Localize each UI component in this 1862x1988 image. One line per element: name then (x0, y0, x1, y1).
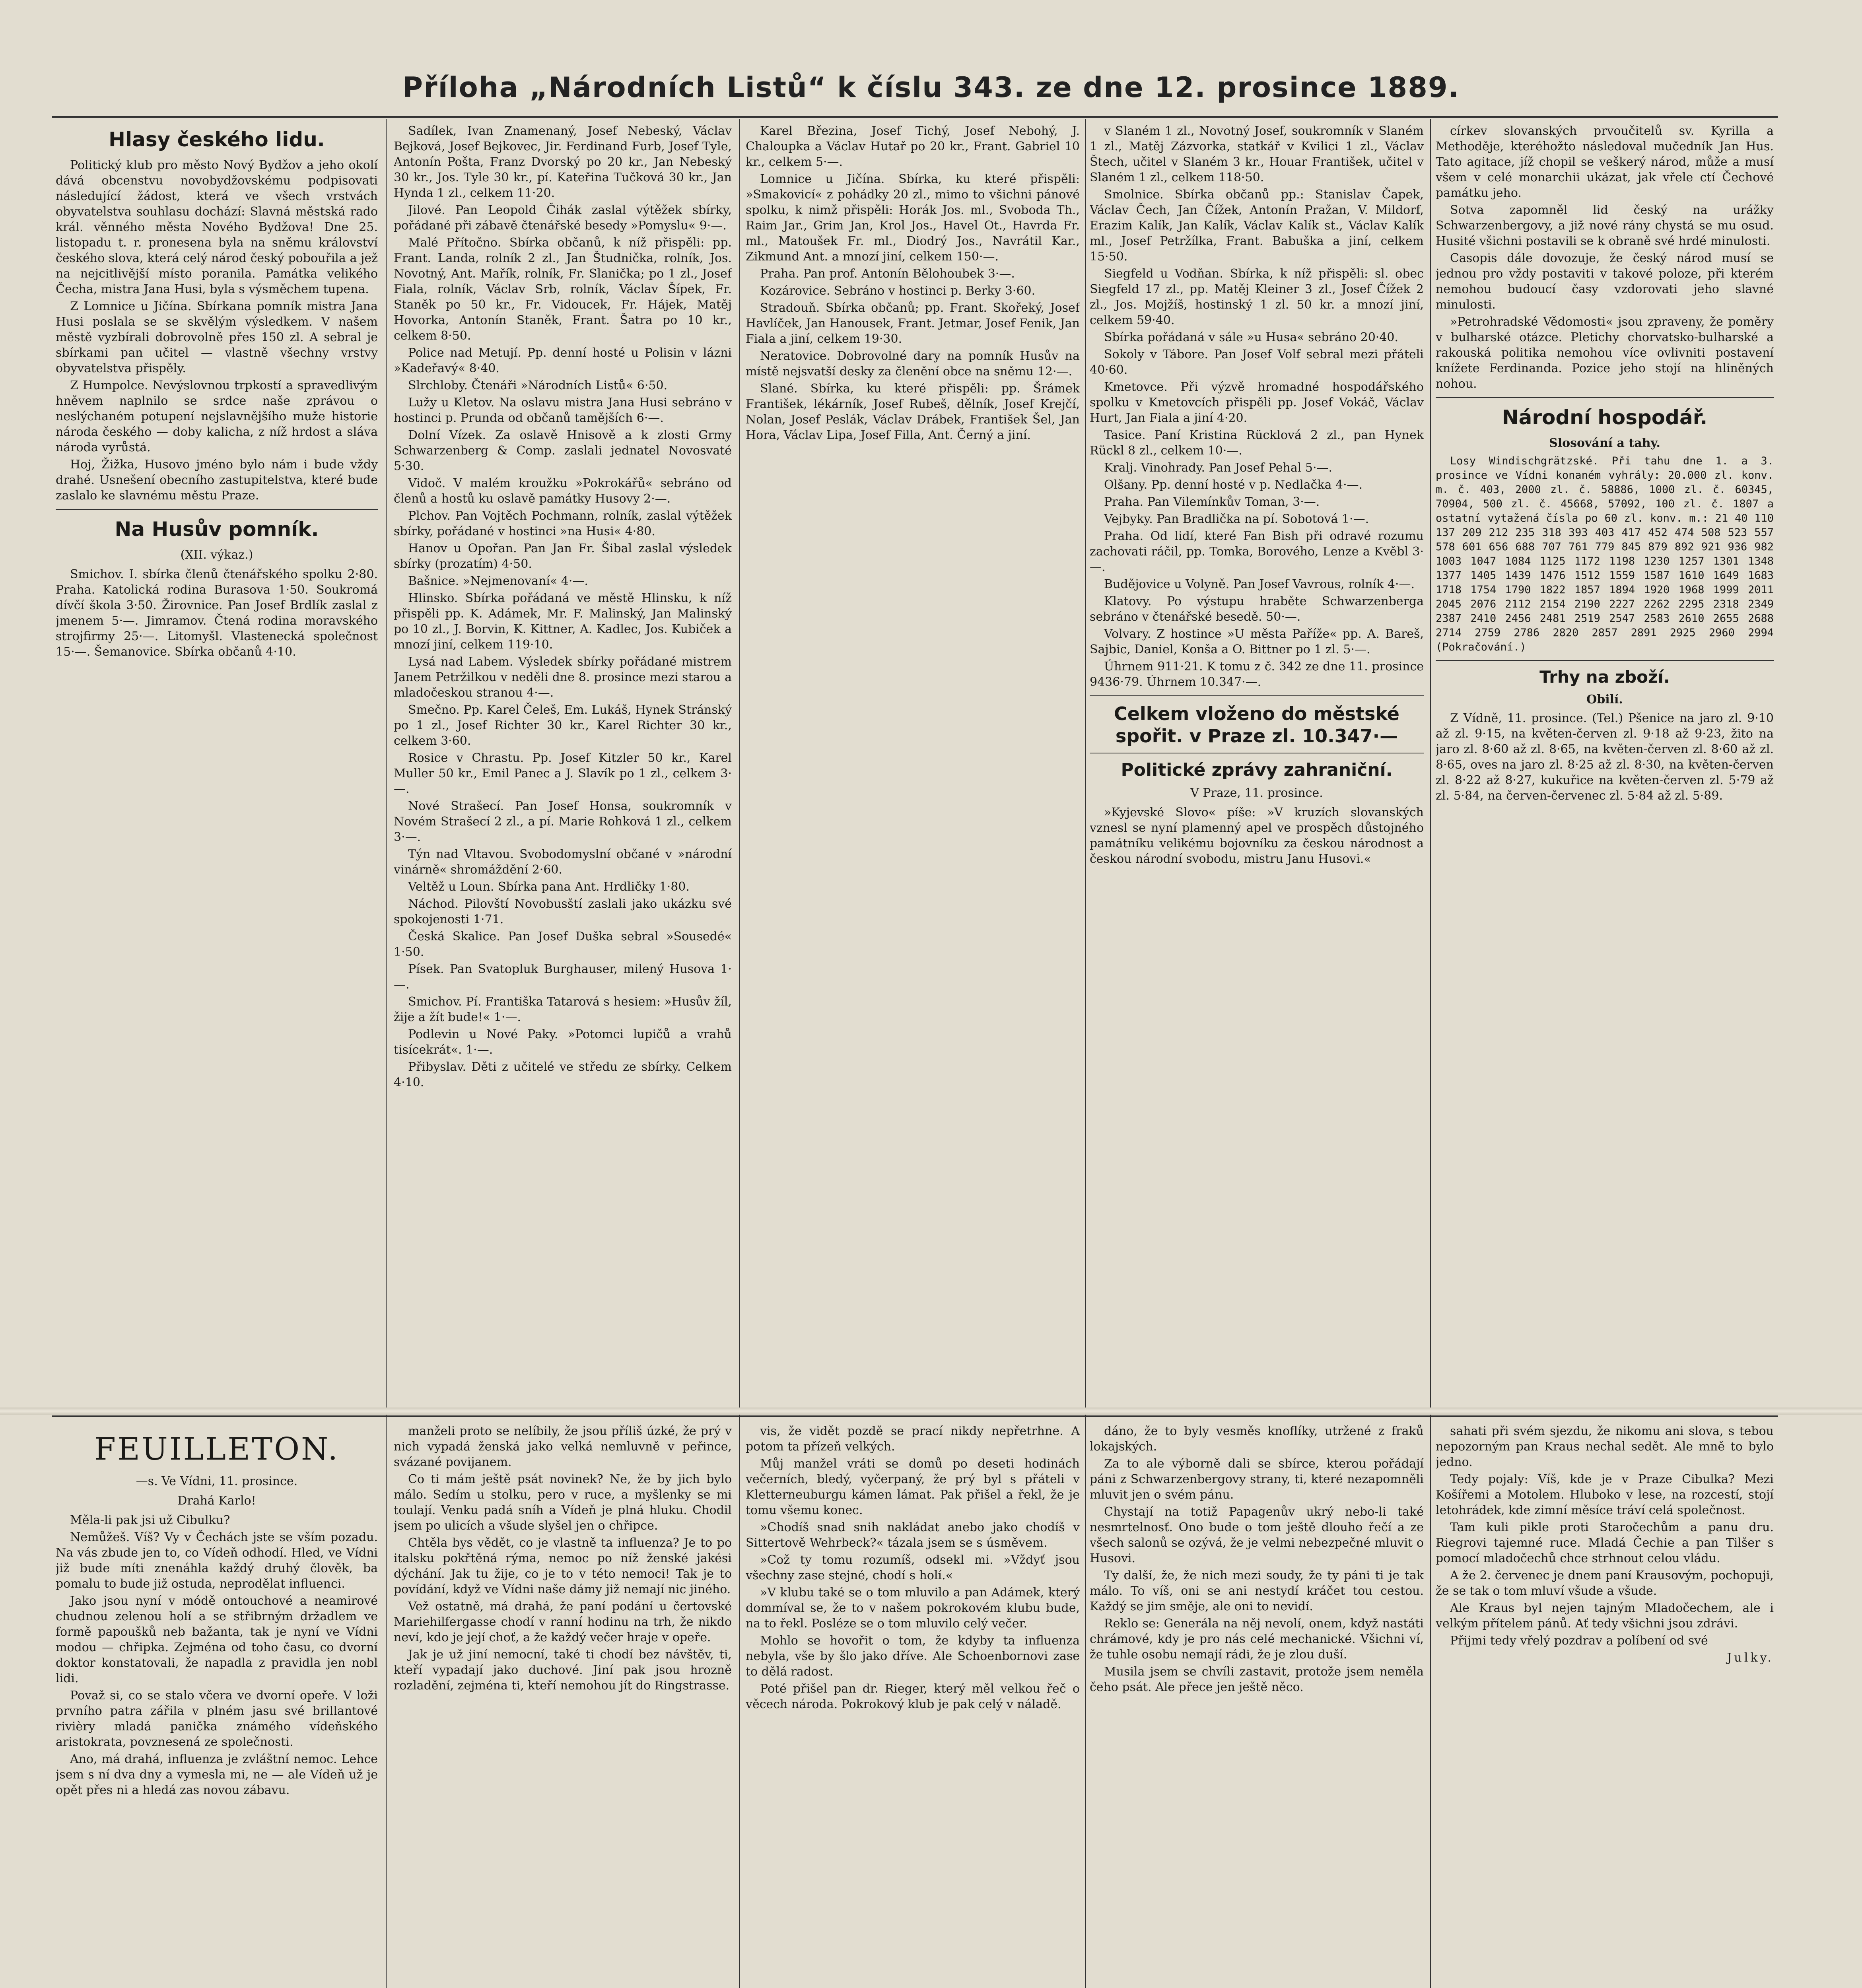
donation-entry: Lužy u Kletov. Na oslavu mistra Jana Husi sebráno v hostinci p. Prunda od občanů tamějších 6·—. (394, 396, 732, 425)
feuilleton-paragraph: Ty další, že, že nich mezi soudy, že ty páni ti je tak málo. To víš, oni se ani nestydí kráčet tou cestou. Každý se jim směje, ale oni to nevidí. (1090, 1569, 1424, 1613)
donation-entry: Vidoč. V malém kroužku »Pokrokářů« sebráno od členů a hostů ku oslavě památky Husovy 2·—. (394, 476, 732, 506)
feuilleton-paragraph: Mohlo se hovořit o tom, že kdyby ta influenza nebyla, vše by šlo jako dříve. Ale Schoenbornovi zase to dělá radost. (746, 1634, 1080, 1679)
feuilleton-dateline: —s. Ve Vídni, 11. prosince. (136, 1474, 298, 1488)
feuilleton-paragraph: Chystají na totiž Papagenův ukrý nebo-li také nesmrtelnosť. Ono bude o tom ještě dlouho řečí a ze všech salonů se ozývá, že je velmi nebezpečné mluvit o Husovi. (1090, 1505, 1424, 1565)
donation-entry: Sokoly v Tábore. Pan Josef Volf sebral mezi přáteli 40·60. (1090, 348, 1424, 377)
article-paragraph: Politický klub pro město Nový Bydžov a jeho okolí dává obcenstvu novobydžovskému podpisovati následující žádost, která ve všech vrstvách obyvatelstva souhlasu dochází: Slavná městská rado král. věnného města Nového Bydžova! Dne 25. listopadu t. r. pronesena byla na sněmu království českého slova, která celý národ český pobouřila a jež na nejcitlivější místo poranila. Památka velikého Čecha, mistra Jana Husi, byla s výsměchem tupena. (56, 158, 378, 296)
donation-entry: Stradouň. Sbírka občanů; pp. Frant. Skořeký, Josef Havlíček, Jan Hanousek, Frant. Jetmar, Josef Fenik, Jan Fiala a jiní, celkem 19·30. (746, 301, 1080, 346)
feuilleton-column-1 (56, 1423, 378, 1988)
feuilleton-paragraph: Měla-li pak jsi už Cibulku? (70, 1513, 230, 1527)
feuilleton-paragraph: Musila jsem se chvíli zastavit, protože jsem neměla čeho psát. Ale přece jen ještě něco. (1090, 1665, 1424, 1694)
donation-entry: Rosice v Chrastu. Pp. Josef Kitzler 50 kr., Karel Muller 50 kr., Emil Panec a J. Slavík po 1 zl., celkem 3·—. (394, 751, 732, 796)
feuilleton-paragraph: Ale Kraus byl nejen tajným Mladočechem, ale i velkým přítelem pánů. Ať tedy všichni jsou zdrávi. (1436, 1601, 1774, 1631)
donation-entry: Kralj. Vinohrady. Pan Josef Pehal 5·—. (1104, 461, 1333, 475)
section-title-hlasy: Hlasy českého lidu. (109, 128, 325, 151)
section-separator (56, 509, 378, 510)
donation-entry: Siegfeld u Vodňan. Sbírka, k níž přispěli: sl. obec Siegfeld 17 zl., pp. Matěj Kleiner 3 zl., Josef Čížek 2 zl., Jos. Mojžíš, hostinský 1 zl. 50 kr. a mnozí jiní, celkem 59·40. (1090, 267, 1424, 327)
feuilleton-title: FEUILLETON. (94, 1431, 340, 1467)
donation-entry: Hanov u Opořan. Pan Jan Fr. Šibal zaslal výsledek sbírky (prozatím) 4·50. (394, 542, 732, 571)
column-3 (746, 123, 1080, 1411)
feuilleton-paragraph: Co ti mám ještě psát novinek? Ne, že by jich bylo málo. Sedím u stolku, pero v ruce, a myšlenky se mi toulají. Venku padá sníh a Vídeň je plná hluku. Chodil jsem po ulicích a všude slyšel jen o chřipce. (394, 1472, 732, 1533)
feuilleton-paragraph: dáno, že to byly vesměs knoflíky, utržené z fraků lokajských. (1090, 1424, 1424, 1454)
donation-entry: Podlevin u Nové Paky. »Potomci lupičů a vrahů tisícekrát«. 1·—. (394, 1027, 732, 1057)
donation-entry: Police nad Metují. Pp. denní hosté u Polisin v lázni »Kadeřavý« 8·40. (394, 346, 732, 375)
section-separator (1090, 695, 1424, 696)
donation-entry: Neratovice. Dobrovolné dary na pomník Husův na místě nejsvatší desky za členění obce na sněmu 12·—. (746, 349, 1080, 379)
feuilleton-paragraph: Reklo se: Generála na něj nevolí, onem, když nastáti chrámové, kdy je pro nás celé mechanické. Všichni ví, že tuhle osobu nemají rádi, že je zlou duší. (1090, 1617, 1424, 1662)
feuilleton-signature: Julky. (1727, 1651, 1774, 1665)
feuilleton-paragraph: sahati při svém sjezdu, že nikomu ani slova, s tebou nepozorným pan Kraus nechal sedět. Ale mně to bylo jedno. (1436, 1424, 1774, 1469)
article-paragraph: Sotva zapomněl lid český na urážky Schwarzenbergovy, a již nové rány chystá se mu osud. Husité všichni postavili se k obraně své hrdé minulosti. (1436, 203, 1774, 248)
donation-entry: Nové Strašecí. Pan Josef Honsa, soukromník v Novém Strašecí 2 zl., a pí. Marie Rohková 1 zl., celkem 3·—. (394, 799, 732, 844)
lottery-numbers: Losy Windischgrätzské. Při tahu dne 1. a 3. prosince ve Vídni konaném vyhrály: 20.000 zl. konv. m. č. 403, 2000 zl. č. 58886, 1000 zl. č. 60345, 70904, 500 zl. č. 45668, 57092, 100 zl. č. 1807 a ostatní vytažená čísla po 60 zl. konv. m.: 21 40 110 137 209 212 235 318 393 403 417 452 474 508 523 557 578 601 656 688 707 761 779 845 879 892 921 936 982 1003 1047 1084 1125 1172 1198 1230 1257 1301 1348 1377 1405 1439 1476 1512 1559 1587 1610 1649 1683 1718 1754 1790 1822 1857 1894 1920 1968 1999 2011 2045 2076 2112 2154 2190 2227 2262 2295 2318 2349 2387 2410 2456 2481 2519 2547 2583 2610 2655 2688 2714 2759 2786 2820 2857 2891 2925 2960 2994 (Pokračování.) (1436, 455, 1774, 653)
section-separator (1436, 397, 1774, 398)
donation-entry: Tasice. Paní Kristina Rücklová 2 zl., pan Hynek Rückl 8 zl., celkem 10·—. (1090, 428, 1424, 458)
feuilleton-column-5 (1436, 1423, 1774, 1988)
section-subtitle: Obilí. (1586, 693, 1623, 707)
section-title-politics: Politické zprávy zahraniční. (1121, 760, 1393, 780)
donation-entry: Týn nad Vltavou. Svobodomyslní občané v »národní vinárně« shromáždění 2·60. (394, 847, 732, 877)
total-callout: Celkem vloženo do městské spořit. v Praze zl. 10.347·— (1114, 703, 1399, 747)
donation-entry: Česká Skalice. Pan Josef Duška sebral »Sousedé« 1·50. (394, 930, 732, 959)
page-header (0, 60, 1862, 115)
section-title-market: Trhy na zboží. (1539, 667, 1670, 687)
donation-entry: Smichov. Pí. Františka Tatarová s hesiem: »Husův žíl, žije a žít bude!« 1·—. (394, 995, 732, 1024)
donation-entry: Sadílek, Ivan Znamenaný, Josef Nebeský, Václav Bejková, Josef Bejkovec, Jir. Ferdinand Furb, Josef Tyle, Antonín Pošta, Franz Dvorský po 20 kr., Jan Nebeský 30 kr., Jos. Tyle 30 kr., pí. Kateřina Tučková 30 kr., Jan Hynda 1 zl., celkem 11·20. (394, 124, 732, 200)
donation-entry: Náchod. Pilovští Novobusští zaslali jako ukázku své spokojenosti 1·71. (394, 897, 732, 926)
donation-entry: v Slaném 1 zl., Novotný Josef, soukromník v Slaném 1 zl., Matěj Zázvorka, statkář v Kvilici 1 zl., Václav Štech, učitel v Slaném 3 kr., Houar František, učitel v Slaném 1 zl., celkem 118·50. (1090, 124, 1424, 184)
donation-entry: Praha. Pan prof. Antonín Bělohoubek 3·—. (760, 267, 1015, 281)
column-4 (1090, 123, 1424, 1411)
donation-entry: Plchov. Pan Vojtěch Pochmann, rolník, zaslal výtěžek sbírky, pořádané v hostinci »na Husi« 4·80. (394, 509, 732, 538)
feuilleton-greeting: Drahá Karlo! (177, 1494, 256, 1508)
feuilleton-paragraph: A že 2. červenec je dnem paní Krausovým, pochopuji, že se tak o tom mluví všude a všude. (1436, 1569, 1774, 1598)
column-5 (1436, 123, 1774, 1411)
column-rule (739, 119, 740, 1988)
section-subtitle: Slosování a tahy. (1549, 436, 1660, 450)
article-paragraph: Z Humpolce. Nevýslovnou trpkostí a spravedlivým hněvem naplnilo se srdce naše zprávou o neslýchaném potupení nejslavnějšího muže historie národa českého — doby kalicha, z níž hrdost a sláva národa vyrůstá. (56, 379, 378, 454)
donation-entry: Olšany. Pp. denní hosté v p. Nedlačka 4·—. (1104, 478, 1363, 492)
donation-list: Smichov. I. sbírka členů čtenářského spolku 2·80. Praha. Katolická rodina Burasova 1·50. Soukromá dívčí škola 3·50. Žirovnice. Pan Josef Brdlík zaslal z jmenem 5·—. Jimramov. Čtená rodina moravského strojfirmy 25·—. Litomyšl. Vlastenecká společnost 15·—. Šemanovice. Sbírka občanů 4·10. (56, 567, 378, 659)
feuilleton-column-2 (394, 1423, 732, 1988)
donation-total: Úhrnem 911·21. K tomu z č. 342 ze dne 11. prosince 9436·79. Úhrnem 10.347·—. (1090, 660, 1424, 689)
donation-entry: Dolní Vízek. Za oslavě Hnisově a k zlosti Grmy Schwarzenberg & Comp. zaslali jednatel Novosvaté 5·30. (394, 428, 732, 473)
feuilleton-paragraph: Poté přišel pan dr. Rieger, který měl velkou řeč o věcech národa. Pokrokový klub je pak celý v náladě. (746, 1682, 1080, 1711)
section-title-pomnik: Na Husův pomník. (115, 518, 319, 541)
politics-dateline: V Praze, 11. prosince. (1190, 786, 1323, 800)
article-paragraph: církev slovanských prvoučitelů sv. Kyrilla a Methoděje, kteréhožto následoval mučedník Jan Hus. Tato agitace, jíž chopil se veškerý národ, může a musí všem v celé monarchii ukázat, jak vřele ctí Čechové památku jeho. (1436, 124, 1774, 200)
column-rule (1085, 119, 1086, 1988)
feuilleton-paragraph: Za to ale výborně dali se sbírce, kterou pořádají páni z Schwarzenbergovy strany, ti, které nezapomněli mluvit jen o svém pánu. (1090, 1457, 1424, 1502)
feuilleton-paragraph: »Což ty tomu rozumíš, odsekl mi. »Vždyť jsou všechny zase stejné, chodí s holí.« (746, 1553, 1080, 1582)
donation-entry: Malé Přítočno. Sbírka občanů, k níž přispěli: pp. Frant. Landa, rolník 2 zl., Jan Študnička, rolník, Jos. Novotný, Ant. Mařík, rolník, Fr. Slanička; po 1 zl., Josef Fiala, rolník, Václav Srb, rolník, Václav Šípek, Fr. Staněk po 50 kr., Fr. Vidoucek, Fr. Hájek, Matěj Hovorka, Antonín Staněk, Frant. Šatra po 10 kr., celkem 8·50. (394, 236, 732, 343)
donation-entry: Smolnice. Sbírka občanů pp.: Stanislav Čapek, Václav Čech, Jan Čížek, Antonín Pražan, V. Mildorf, Erazim Kalík, Jan Kalík, Václav Kalík st., Václav Kalík ml., Josef Petržílka, Frant. Babuška a jiní, celkem 15·50. (1090, 188, 1424, 264)
feuilleton-paragraph: Tam kuli pikle proti Staročechům a panu dru. Riegrovi tajemné ruce. Mladá Čechie a pan Tilšer s pomocí mladočechů chce strhnout celou vládu. (1436, 1520, 1774, 1565)
donation-entry: Písek. Pan Svatopluk Burghauser, milený Husova 1·—. (394, 962, 732, 992)
feuilleton-column-4 (1090, 1423, 1424, 1988)
column-2 (394, 123, 732, 1411)
feuilleton-paragraph: »V klubu také se o tom mluvilo a pan Adámek, který dommíval se, že to v našem pokrokovém klubu bude, na to řekl. Posléze se o tom mluvilo celý večer. (746, 1586, 1080, 1631)
section-separator (1436, 660, 1774, 661)
feuilleton-paragraph: Chtěla bys vědět, co je vlastně ta influenza? Je to po italsku pokřtěná rýma, nemoc po níž ženské jakési dýchání. Jak tu žije, co je to v této nemoci! Tak je to povídání, když ve Vídni naše dámy již nemají nic jiného. (394, 1536, 732, 1596)
article-paragraph: Casopis dále dovozuje, že český národ musí se jednou pro vždy postaviti v takové poloze, při kterém nemohou budoucí časy vzdorovati jeho slavné minulosti. (1436, 251, 1774, 312)
feuilleton-paragraph: Jako jsou nyní v módě ontouchové a neamirové chudnou zelenou holí a se střibrným držadlem ve formě papoušků neb bažanta, tak je nyní ve Vídni modou — chřipka. Zejména od toho času, co dvorní doktor konstatovali, že napadla z pravidla jen nobl lidi. (56, 1594, 378, 1685)
column-rule (386, 119, 387, 1988)
donation-entry: Veltěž u Loun. Sbírka pana Ant. Hrdličky 1·80. (408, 880, 690, 894)
donation-entry: Vejbyky. Pan Bradlička na pí. Sobotová 1·—. (1104, 512, 1369, 526)
column-rule (1430, 119, 1431, 1988)
donation-entry: Slané. Sbírka, ku které přispěli: pp. Šrámek František, lékárník, Josef Rubeš, dělník, Josef Krejčí, Nolan, Josef Peslák, Václav Drábek, František Šel, Jan Hora, Václav Lipa, Josef Filla, Ant. Černý a jiní. (746, 382, 1080, 442)
feuilleton-paragraph: Můj manžel vráti se domů po deseti hodinách večerních, bledý, vyčerpaný, že prý byl s přáteli v Kletterneuburgu kámen lámat. Pak přišel a řekl, že je tomu všemu konec. (746, 1457, 1080, 1517)
article-paragraph: Hoj, Žižka, Husovo jméno bylo nám i bude vždy drahé. Usnešení obecního zastupitelstva, které bude zaslalo ke slavnému městu Praze. (56, 458, 378, 503)
donation-entry: Slrchloby. Čtenáři »Národních Listů« 6·50. (408, 379, 668, 392)
donation-entry: Karel Březina, Josef Tichý, Josef Nebohý, J. Chaloupka a Václav Hutař po 20 kr., Frant. Gabriel 10 kr., celkem 5·—. (746, 124, 1080, 169)
article-paragraph: »Kyjevské Slovo« píše: »V kruzích slovanských vznesl se nyní plamenný apel ve prospěch důstojného památníku velikému bojovníku za českou národnost a českou národní svobodu, mistru Janu Husovi.« (1090, 806, 1424, 866)
header-rule (52, 116, 1778, 118)
feuilleton-divider (52, 1415, 1778, 1417)
donation-entry: Klatovy. Po výstupu hraběte Schwarzenberga sebráno v čtenářské besedě. 50·—. (1090, 594, 1424, 624)
donation-entry: Sbírka pořádaná v sále »u Husa« sebráno 20·40. (1104, 330, 1399, 344)
donation-entry: Lomnice u Jičína. Sbírka, ku které přispěli: »Smakovicí« z pohádky 20 zl., mimo to všichni pánové spolku, k nimž přispěli: Horák Jos. ml., Svoboda Th., Raim Jar., Grim Jan, Krol Jos., Havel Ot., Havrda Fr. ml., Matoušek Fr. ml., Diodrý Jos., Navrátil Kar., Zikmund Ant. a mnozí jiní, celkem 150·—. (746, 172, 1080, 264)
donation-entry: Praha. Od lidí, které Fan Bish při odravé rozumu zachovati ráčil, pp. Tomka, Borového, Lenze a Kvěbl 3·—. (1090, 529, 1424, 574)
donation-entry: Bašnice. »Nejmenovaní« 4·—. (408, 574, 588, 588)
donation-entry: Praha. Pan Vilemínkův Toman, 3·—. (1104, 495, 1320, 509)
market-report: Z Vídně, 11. prosince. (Tel.) Pšenice na jaro zl. 9·10 až zl. 9·15, na květen-červen zl. 9·18 až 9·23, žito na jaro zl. 8·60 až zl. 8·65, na květen-červen zl. 8·60 až zl. 8·65, oves na jaro zl. 8·25 až zl. 8·30, na květen-červen zl. 8·22 až 8·27, kukuřice na květen-červen zl. 5·79 až zl. 5·84, na červen-červenec zl. 5·84 až zl. 5·89. (1436, 711, 1774, 803)
section-subtitle: (XII. výkaz.) (180, 548, 253, 562)
feuilleton-paragraph: vis, že vidět pozdě se prací nikdy nepřetrhne. A potom ta přízeň velkých. (746, 1424, 1080, 1454)
feuilleton-paragraph: Vež ostatně, má drahá, že paní podání u čertovské Mariehilfergasse chodí v ranní hodinu na trh, že nikdo neví, kdo je její choť, a že každý večer hraje v opeře. (394, 1600, 732, 1644)
feuilleton-paragraph: Ano, má drahá, influenza je zvláštní nemoc. Lehce jsem s ní dva dny a vymesla mi, ne — ale Vídeň už je opět přes ni a hledá zas novou zábavu. (56, 1752, 378, 1797)
feuilleton-paragraph: Tedy pojaly: Víš, kde je v Praze Cibulka? Mezi Košířemi a Motolem. Hluboko v lese, na rozcestí, stojí letohrádek, kde zimní měsíce tráví celá společnost. (1436, 1472, 1774, 1517)
column-1 (56, 123, 378, 1411)
article-paragraph: Z Lomnice u Jičína. Sbírkana pomník mistra Jana Husi poslala se se skvělým výsledkem. V našem městě vyzbírali dobrovolně přes 150 zl. A sebral je sbírkami pan učitel — vlastně všechny vrstvy obyvatelstva přispěly. (56, 299, 378, 375)
feuilleton-paragraph: Považ si, co se stalo včera ve dvorní opeře. V loži prvního patra zářila v plném jasu své brillantové rivièry mladá panička známého vídeňského aristokrata, povznesená ze společnosti. (56, 1689, 378, 1749)
feuilleton-column-3 (746, 1423, 1080, 1988)
donation-entry: Přibyslav. Děti z učitelé ve středu ze sbírky. Celkem 4·10. (394, 1060, 732, 1089)
donation-entry: Lysá nad Labem. Výsledek sbírky pořádané mistrem Janem Petržilkou v neděli dne 8. prosince mezi starou a mladočeskou stranou 4·—. (394, 655, 732, 700)
donation-entry: Budějovice u Volyně. Pan Josef Vavrous, rolník 4·—. (1104, 577, 1415, 591)
article-paragraph: »Petrohradské Vědomosti« jsou zpraveny, že poměry v bulharské otázce. Pletichy chorvatsko-bulharské a rakouská politika nemohou více ovlivniti postavení knížete Ferdinanda. Pozice jeho stojí na hliněných nohou. (1436, 315, 1774, 391)
header-title: Příloha „Národních Listů“ k číslu 343. ze dne 12. prosince 1889. (402, 71, 1460, 104)
section-title-economy: Národní hospodář. (1502, 406, 1708, 429)
donation-entry: Hlinsko. Sbírka pořádaná ve městě Hlinsku, k níž přispěli pp. K. Adámek, Mr. F. Malinský, Jan Malinský po 10 zl., J. Borvin, K. Kittner, A. Kadlec, Jos. Kubiček a mnozí jiní, celkem 119·10. (394, 591, 732, 652)
donation-entry: Kmetovce. Při výzvě hromadné hospodářského spolku v Kmetovcích přispěli pp. Josef Vokáč, Václav Hurt, Jan Fiala a jiní 4·20. (1090, 380, 1424, 425)
donation-entry: Smečno. Pp. Karel Čeleš, Em. Lukáš, Hynek Stránský po 1 zl., Josef Richter 30 kr., Karel Richter 30 kr., celkem 3·60. (394, 703, 732, 748)
feuilleton-paragraph: Nemůžeš. Víš? Vy v Čechách jste se vším pozadu. Na vás zbude jen to, co Vídeň odhodí. Hled, ve Vídni již bude míti znenáhla každý druhý člověk, ba pomalu to bude již ostuda, neprodělat influenci. (56, 1530, 378, 1591)
feuilleton-paragraph: manželi proto se nelíbily, že jsou příliš úzké, že prý v nich vypadá ženská jako velká nemluvně v peřince, svázané povijanem. (394, 1424, 732, 1469)
donation-entry: Kozárovice. Sebráno v hostinci p. Berky 3·60. (760, 284, 1036, 298)
feuilleton-paragraph: »Chodíš snad snih nakládat anebo jako chodíš v Sittertově Wehrbeck?« tázala jsem se s úsměvem. (746, 1520, 1080, 1550)
donation-entry: Volvary. Z hostince »U města Paříže« pp. A. Bareš, Sajbic, Daniel, Konša a O. Bittner po 1 zl. 5·—. (1090, 627, 1424, 656)
feuilleton-paragraph: Jak je už jiní nemocní, také ti chodí bez návštěv, ti, kteří vypadají jako duchové. Jiní pak jsou hrozně rozladění, zejména ti, kteří nemohou jít do Ringstrasse. (394, 1648, 732, 1693)
feuilleton-paragraph: Přijmi tedy vřelý pozdrav a políbení od své (1450, 1634, 1708, 1648)
donation-entry: Jilové. Pan Leopold Čihák zaslal výtěžek sbírky, pořádané při zábavě čtenářské besedy »Pomyslu« 9·—. (394, 203, 732, 233)
